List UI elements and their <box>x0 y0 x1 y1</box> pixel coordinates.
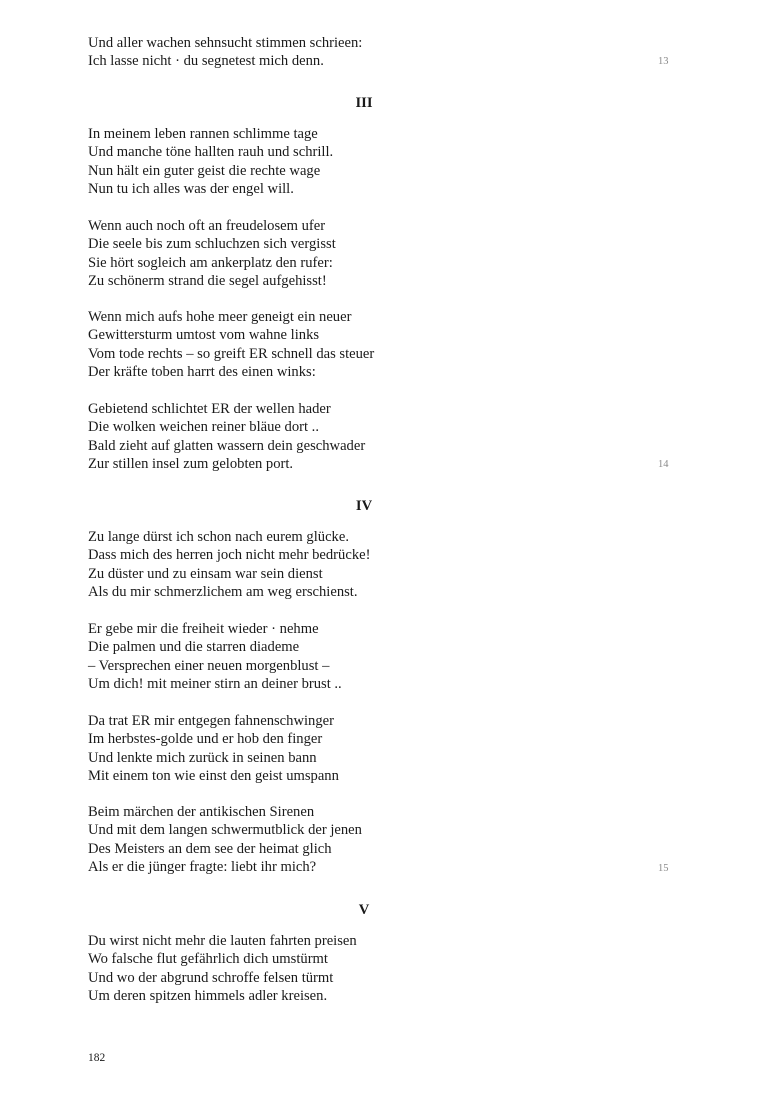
verse-line: Zu schönerm strand die segel aufgehisst! <box>88 272 327 289</box>
verse-line: Nun hält ein guter geist die rechte wage <box>88 162 321 179</box>
stanza <box>88 803 362 876</box>
verse-line: Und manche töne hallten rauh und schrill. <box>88 144 334 161</box>
verse-line: In meinem leben rannen schlimme tage <box>88 126 318 142</box>
verse-line: Wenn auch noch oft an freudelosem ufer <box>88 218 326 234</box>
margin-line-number: 14 <box>658 459 669 470</box>
verse-line: Beim märchen der antikischen Sirenen <box>88 804 315 820</box>
stanza <box>88 712 339 785</box>
stanza <box>88 217 336 290</box>
verse-line: Du wirst nicht mehr die lauten fahrten preisen <box>88 933 357 949</box>
verse-line: Als er die jünger fragte: liebt ihr mich? <box>88 858 317 875</box>
verse-line: Die wolken weichen reiner bläue dort .. <box>88 419 319 436</box>
verse-line: Gebietend schlichtet ER der wellen hader <box>88 401 331 417</box>
section-heading: III <box>355 95 373 111</box>
verse-line: Er gebe mir die freiheit wieder · nehme <box>88 621 319 637</box>
verse-line: Die palmen und die starren diademe <box>88 639 300 656</box>
verse-line: Wenn mich aufs hohe meer geneigt ein neuer <box>88 309 352 325</box>
verse-line: Und wo der abgrund schroffe felsen türmt <box>88 969 334 986</box>
verse-line: Bald zieht auf glatten wassern dein geschwader <box>88 437 366 454</box>
verse-line: Um dich! mit meiner stirn an deiner brust .. <box>88 675 342 692</box>
verse-line: Und mit dem langen schwermutblick der jenen <box>88 822 362 839</box>
verse-line: Die seele bis zum schluchzen sich vergisst <box>88 236 336 253</box>
verse-line: Um deren spitzen himmels adler kreisen. <box>88 987 328 1004</box>
verse-line: Gewittersturm umtost vom wahne links <box>88 327 320 344</box>
margin-line-number: 15 <box>658 863 669 874</box>
verse-line: Zu düster und zu einsam war sein dienst <box>88 565 323 582</box>
verse-line: Sie hört sogleich am ankerplatz den rufer: <box>88 254 333 271</box>
verse-line: Ich lasse nicht · du segnetest mich denn. <box>88 53 324 70</box>
stanza <box>88 620 342 693</box>
verse-line: Vom tode rechts – so greift ER schnell das steuer <box>88 345 375 362</box>
verse-line: Wo falsche flut gefährlich dich umstürmt <box>88 951 328 968</box>
stanza <box>88 932 357 1005</box>
verse-line: Und lenkte mich zurück in seinen bann <box>88 749 317 766</box>
verse-line: Mit einem ton wie einst den geist umspann <box>88 767 339 784</box>
stanza <box>88 34 362 71</box>
verse-line: Nun tu ich alles was der engel will. <box>88 180 294 197</box>
margin-line-number: 13 <box>658 56 669 67</box>
verse-line: Dass mich des herren joch nicht mehr bedrücke! <box>88 547 371 564</box>
verse-line: Der kräfte toben harrt des einen winks: <box>88 363 316 380</box>
section-heading: IV <box>355 498 373 514</box>
verse-line: Zu lange dürst ich schon nach eurem glücke. <box>88 529 349 545</box>
stanza <box>88 125 333 198</box>
verse-line: – Versprechen einer neuen morgenblust – <box>88 657 330 674</box>
verse-line: Als du mir schmerzlichem am weg erschienst. <box>88 583 358 600</box>
stanza <box>88 528 370 601</box>
verse-line: Zur stillen insel zum gelobten port. <box>88 455 294 472</box>
verse-line: Im herbstes-golde und er hob den finger <box>88 731 323 748</box>
stanza <box>88 400 365 473</box>
section-heading: V <box>358 902 370 918</box>
verse-line: Da trat ER mir entgegen fahnenschwinger <box>88 713 334 729</box>
stanza <box>88 308 374 381</box>
page-number: 182 <box>88 1052 106 1064</box>
verse-line: Und aller wachen sehnsucht stimmen schrieen: <box>88 35 363 51</box>
verse-line: Des Meisters an dem see der heimat glich <box>88 840 332 857</box>
